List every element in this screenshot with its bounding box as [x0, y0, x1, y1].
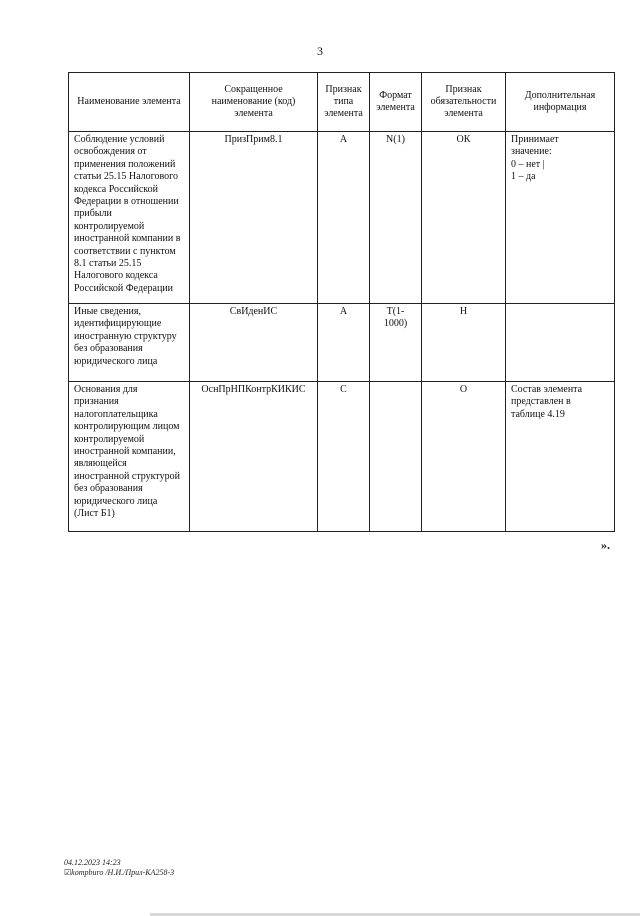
table-row [69, 382, 615, 532]
cell-element-type: А [318, 304, 370, 382]
header-element-name: Наименование элемента [69, 73, 190, 132]
document-stamp [64, 858, 174, 877]
cell-element-name: Основания для признания налогоплательщика контролирующим лицом контролируемой иностранной компании, являющейся иностранной структурой без образования юридического лица (Лист Б1) [69, 382, 190, 532]
cell-element-format: N(1) [370, 132, 422, 304]
elements-table [68, 72, 615, 532]
header-element-format: Формат элемента [370, 73, 422, 132]
cell-additional-info [506, 382, 615, 532]
table-row [69, 304, 615, 382]
stamp-reference: kompburo /Н.И./Прил-КА258-3 [71, 867, 175, 877]
cell-element-code: ПризПрим8.1 [190, 132, 318, 304]
info-line: представлен в [511, 396, 571, 408]
info-line: Принимает [511, 134, 559, 145]
info-line: значение: [511, 146, 552, 158]
cell-element-name: Соблюдение условий освобождения от применения положений статьи 25.15 Налогового кодекса Российской Федерации в отношении прибыли контролируемой иностранной компании в соответствии с пунктом 8.1 статьи 25.15 Налогового кодекса Российской Федерации [69, 132, 190, 304]
cell-additional-info [506, 304, 615, 382]
info-line: 1 – да [511, 171, 536, 183]
header-element-required: Признак обязательности элемента [422, 73, 506, 132]
cell-element-format: Т(1-1000) [370, 304, 422, 382]
checkbox-icon: ☑ [64, 867, 72, 877]
info-line: Состав элемента [511, 384, 583, 395]
cell-element-type: А [318, 132, 370, 304]
stamp-datetime: 04.12.2023 14:23 [64, 858, 121, 867]
cell-element-required: Н [422, 304, 506, 382]
cell-element-code: ОснПрНПКонтрКИКИС [190, 382, 318, 532]
closing-quote-mark: ». [601, 538, 610, 552]
cell-element-name: Иные сведения, идентифицирующие иностранную структуру без образования юридического лица [69, 304, 190, 382]
cell-element-format [370, 382, 422, 532]
header-element-code: Сокращенное наименование (код) элемента [190, 73, 318, 132]
cell-additional-info [506, 132, 615, 304]
cell-element-required: О [422, 382, 506, 532]
page-number: 3 [317, 44, 323, 58]
info-line: 0 – нет | [511, 158, 545, 170]
header-additional-info: Дополнительная информация [506, 73, 615, 132]
cell-element-required: ОК [422, 132, 506, 304]
cell-element-code: СвИденИС [190, 304, 318, 382]
cell-element-type: С [318, 382, 370, 532]
table-row [69, 132, 615, 304]
info-line: таблице 4.19 [511, 408, 565, 420]
header-element-type: Признак типа элемента [318, 73, 370, 132]
table-header-row [69, 73, 615, 132]
